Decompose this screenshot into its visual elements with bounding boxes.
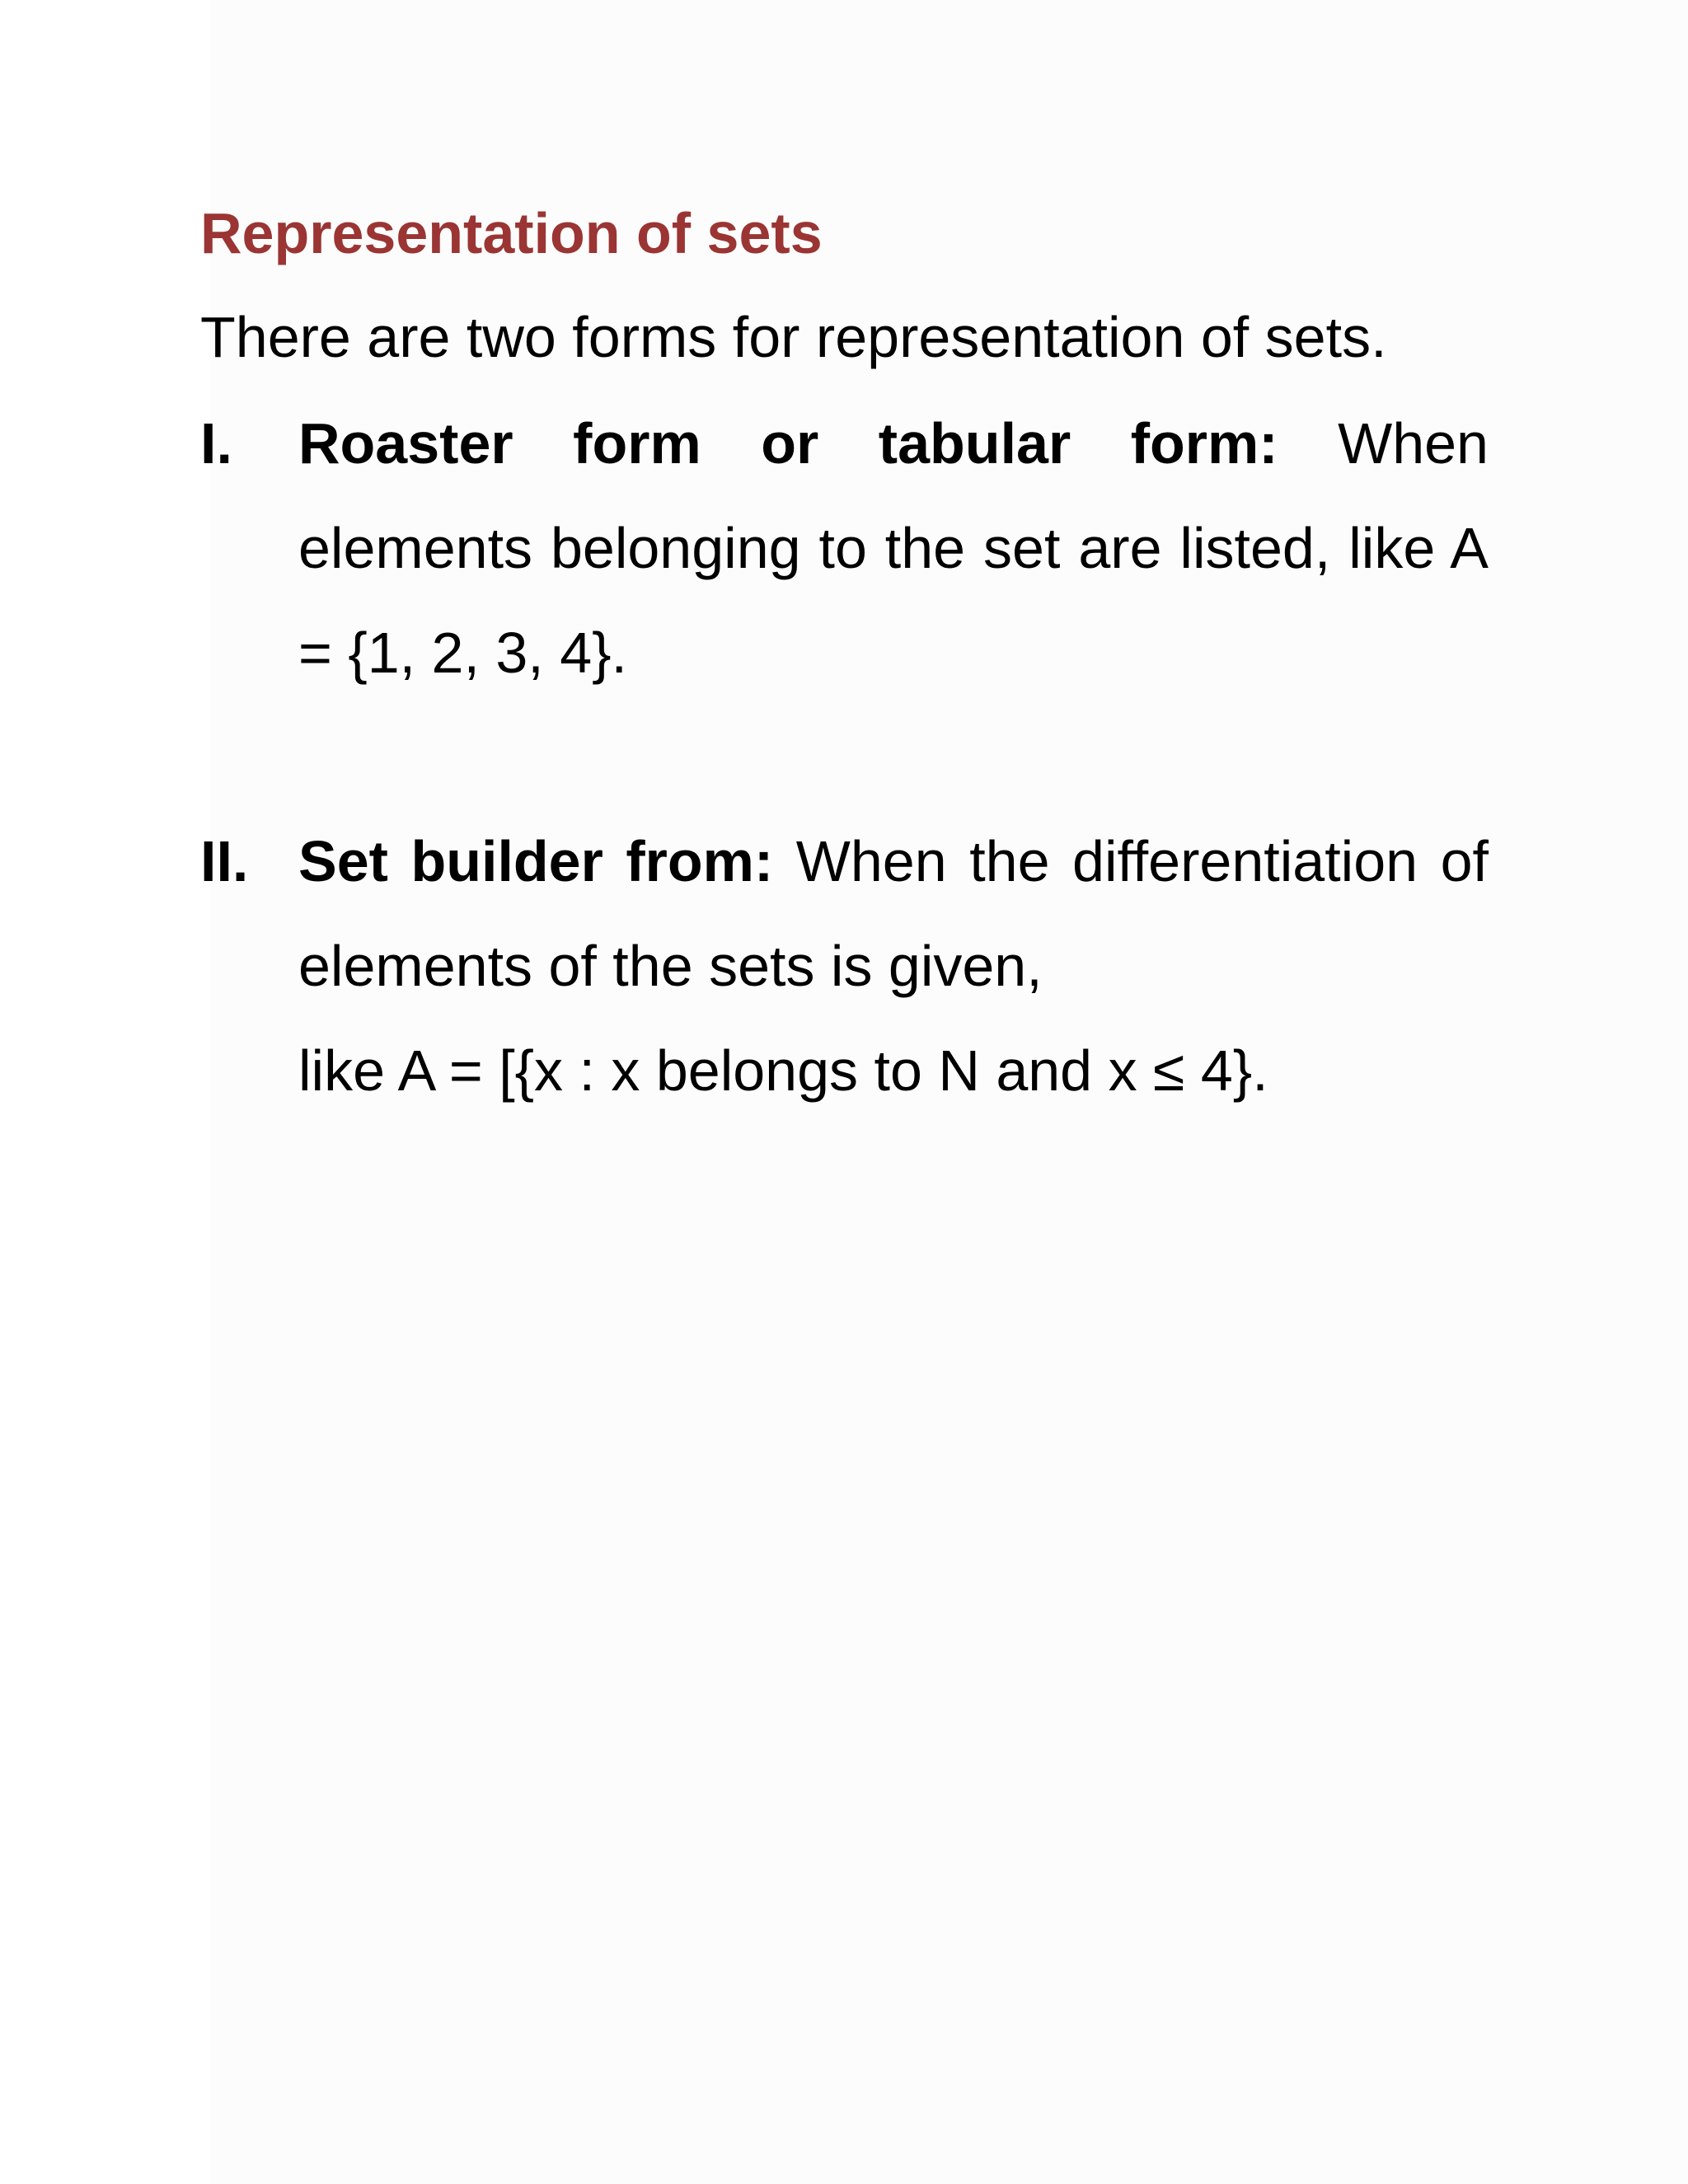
- list-item-example: like A = [{x : x belongs to N and x ≤ 4}.: [298, 1038, 1268, 1103]
- list-marker: I.: [200, 411, 232, 476]
- list-item-term: Set builder from:: [298, 829, 774, 893]
- list-item-body: [298, 391, 1489, 705]
- list-item-term: Roaster form or tabular form:: [298, 411, 1278, 476]
- intro-paragraph: There are two forms for representation of sets.: [200, 305, 1387, 369]
- list-marker: II.: [200, 829, 249, 893]
- list-item-set-builder-form: [200, 809, 1489, 1108]
- section-heading: Representation of sets: [200, 201, 823, 265]
- list-item-roster-form: [200, 391, 1489, 705]
- list-item-description: When the differentiation of elements of the sets is given,: [298, 829, 1489, 998]
- list-item-body: [298, 809, 1489, 1019]
- list-item-description: When elements belonging to the set are listed, like A = {1, 2, 3, 4}.: [298, 411, 1489, 685]
